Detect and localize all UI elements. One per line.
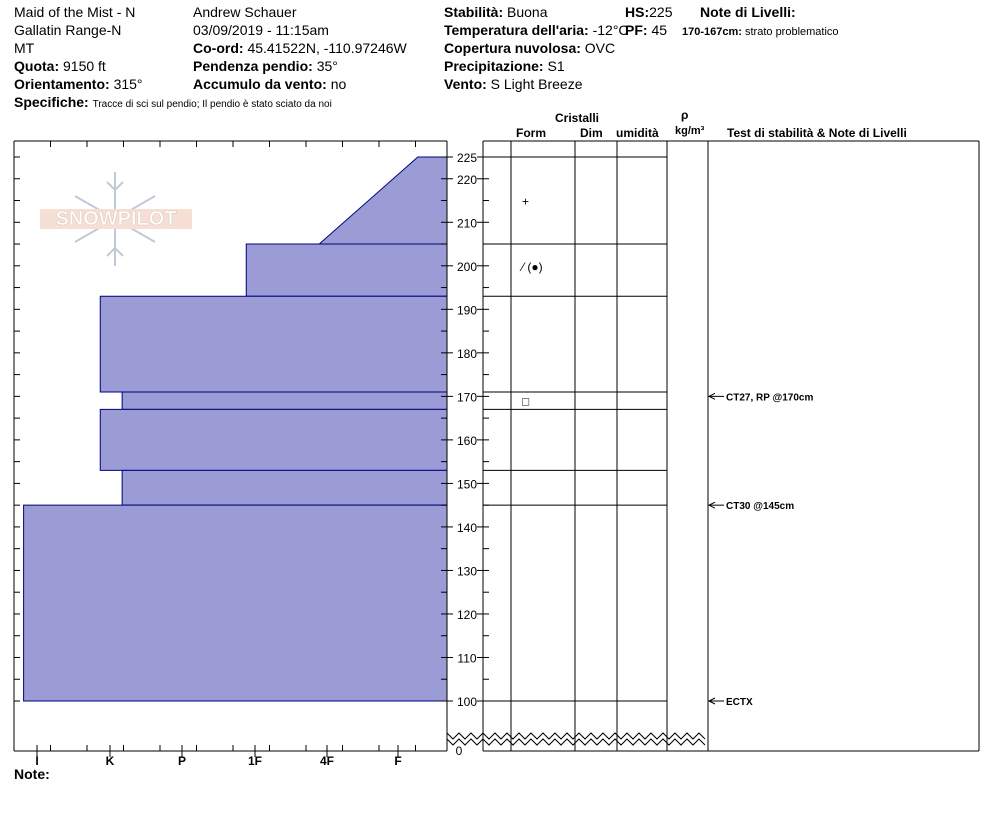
crystals-header: Cristalli [555, 111, 600, 125]
y-break-label: 0 [455, 744, 463, 758]
hardness-label: F [394, 754, 402, 768]
hardness-layer [246, 244, 447, 296]
footer-notes-label: Note: [14, 766, 50, 782]
stability-label: Stabilità: [444, 4, 504, 20]
axis-break-zigzag [483, 739, 705, 745]
hardness-layer [100, 409, 447, 470]
wind-loading-label: Accumulo da vento: [193, 76, 327, 92]
snowpilot-logo [40, 172, 192, 266]
stability-value: Buona [507, 4, 548, 20]
hardness-label: P [177, 754, 187, 768]
observation-datetime: 03/09/2019 - 11:15am [193, 22, 329, 38]
y-tick-label: 180 [456, 346, 478, 361]
specifics-label: Specifiche: [14, 94, 89, 110]
hardness-label: 1F [247, 754, 263, 768]
density-unit-header: kg/m³ [675, 125, 705, 137]
cloud-value: OVC [584, 40, 616, 56]
coord-label: Co-ord: [193, 40, 244, 56]
y-tick-label: 100 [456, 695, 478, 709]
hardness-layer [122, 392, 447, 409]
tests-header: Test di stabilità & Note di Livelli [727, 126, 907, 140]
specifics-value: Tracce di sci sul pendio; Il pendio è stato sciato da noi [92, 99, 332, 110]
stability-test-label: ECTX [726, 697, 753, 708]
air-temp-value: -12°C [592, 22, 629, 38]
elevation-label: Quota: [14, 58, 60, 74]
hardness-label: 4F [319, 754, 335, 768]
y-tick-label: 150 [456, 477, 478, 492]
wind-loading-value: no [330, 76, 347, 92]
y-tick-label: 140 [456, 520, 478, 535]
layer-note-depth: 170-167cm: [682, 26, 742, 38]
rho-header: ρ [681, 108, 689, 122]
y-tick-label: 170 [456, 390, 478, 405]
y-tick-label: 200 [456, 259, 478, 274]
stability-test-label: CT30 @145cm [726, 501, 795, 513]
precip-label: Precipitazione: [444, 58, 544, 74]
y-tick-label: 120 [456, 607, 478, 622]
y-tick-label: 160 [456, 433, 478, 448]
grain-form-symbol: + [522, 194, 530, 209]
y-tick-label: 220 [456, 172, 478, 187]
y-tick-label: 190 [456, 303, 478, 318]
slope-label: Pendenza pendio: [193, 58, 313, 74]
stability-test-label: CT27, RP @170cm [726, 392, 814, 404]
y-tick-label: 110 [457, 651, 477, 666]
precip-value: S1 [547, 58, 565, 74]
y-tick-label: 210 [456, 216, 478, 231]
wind-value: S Light Breeze [490, 76, 583, 92]
hardness-layer [24, 505, 447, 701]
observer-name: Andrew Schauer [193, 4, 297, 20]
layer-note-text: strato problematico [745, 26, 839, 38]
axis-break-zigzag [447, 739, 483, 745]
moisture-header: umidità [616, 126, 659, 140]
aspect-label: Orientamento: [14, 76, 110, 92]
elevation-value: 9150 ft [63, 58, 106, 74]
hardness-label: K [105, 754, 115, 768]
pf-label: PF: [625, 22, 648, 38]
state-name: MT [14, 40, 35, 56]
coord-value: 45.41522N, -110.97246W [247, 40, 407, 56]
hardness-label: I [35, 754, 39, 768]
hardness-layer [319, 157, 447, 244]
hardness-layer [100, 296, 447, 392]
axis-break-zigzag [447, 733, 483, 739]
range-name: Gallatin Range-N [14, 22, 122, 38]
slope-value: 35° [316, 58, 338, 74]
y-tick-label: 130 [456, 564, 478, 579]
dim-header: Dim [580, 126, 603, 140]
layer-notes-title: Note di Livelli: [700, 4, 796, 20]
location-name: Maid of the Mist - N [14, 4, 136, 20]
cloud-label: Copertura nuvolosa: [444, 40, 581, 56]
aspect-value: 315° [113, 76, 143, 92]
pf-value: 45 [651, 22, 668, 38]
axis-break-zigzag [483, 733, 705, 739]
grain-form-symbol: ⁄ (●) [522, 259, 543, 274]
y-tick-label: 225 [456, 151, 478, 165]
hs-value: 225 [649, 4, 673, 20]
form-header: Form [516, 126, 546, 140]
hardness-layer [122, 470, 447, 505]
wind-label: Vento: [444, 76, 487, 92]
air-temp-label: Temperatura dell'aria: [444, 22, 589, 38]
grain-form-symbol: □ [522, 394, 530, 409]
hs-label: HS: [625, 4, 650, 20]
logo-text: SNOWPILOT [55, 208, 177, 230]
